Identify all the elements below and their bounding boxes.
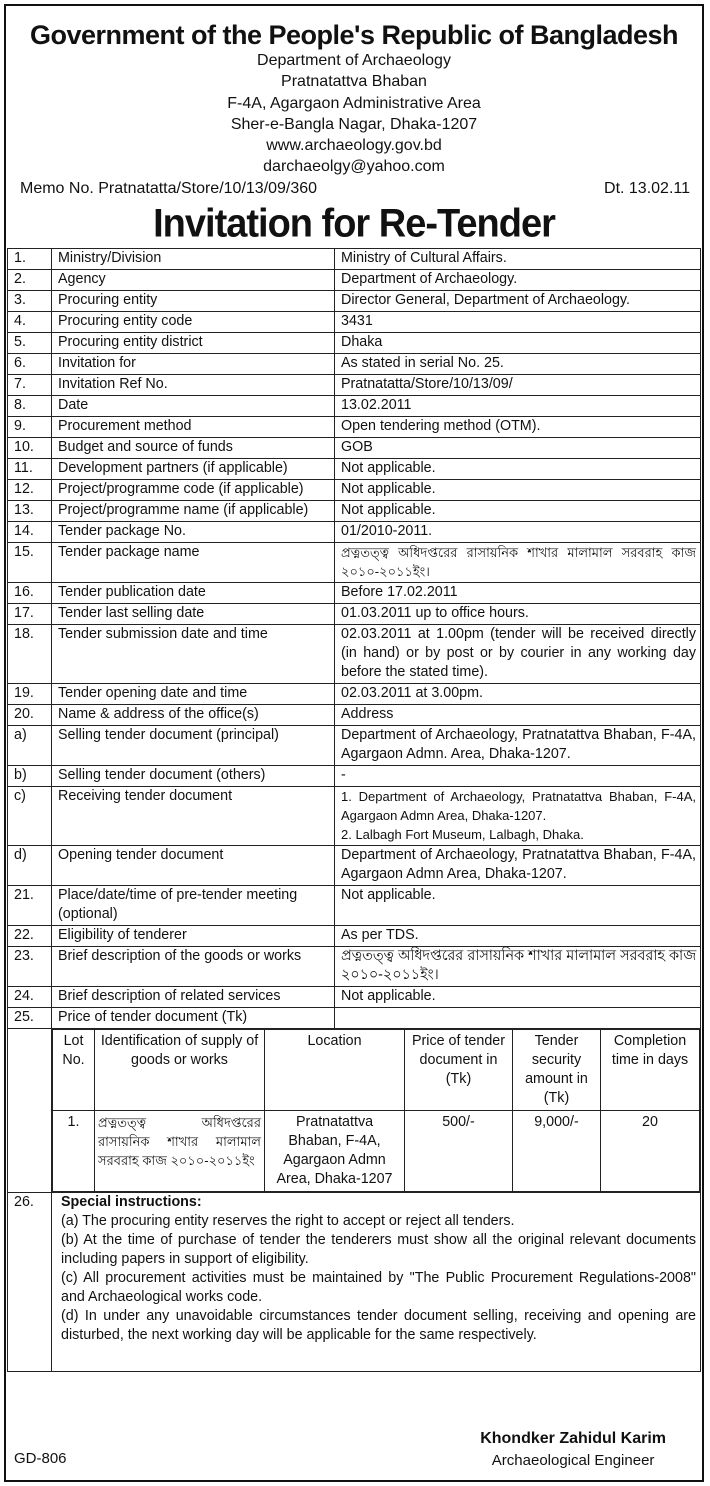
row-value bbox=[335, 845, 701, 885]
price-column-header: Lot No. bbox=[53, 1029, 95, 1110]
row-number: 24. bbox=[8, 986, 52, 1007]
row-number: 8. bbox=[8, 395, 52, 416]
row-label: Brief description of the goods or works bbox=[52, 946, 335, 986]
row-value-text: Dhaka bbox=[341, 333, 383, 350]
row-value bbox=[335, 725, 701, 765]
row-value-text: Not applicable. bbox=[341, 886, 436, 903]
row-value bbox=[335, 269, 701, 290]
special-instructions bbox=[52, 1192, 701, 1371]
table-row bbox=[8, 624, 701, 683]
row-number: 26. bbox=[8, 1192, 52, 1371]
row-label: Project/programme name (if applicable) bbox=[52, 500, 335, 521]
row-value-text-2: 2. Lalbagh Fort Museum, Lalbagh, Dhaka. bbox=[341, 826, 584, 842]
row-number: 6. bbox=[8, 353, 52, 374]
row-number: c) bbox=[8, 786, 52, 845]
price-column-header: Identification of supply of goods or works bbox=[95, 1029, 265, 1110]
tender-table bbox=[7, 248, 701, 1372]
row-value bbox=[335, 521, 701, 542]
row-value bbox=[335, 885, 701, 925]
row-label: Date bbox=[52, 395, 335, 416]
table-row bbox=[8, 603, 701, 624]
price-table-row bbox=[8, 1028, 701, 1192]
address-line-2: Sher-e-Bangla Nagar, Dhaka-1207 bbox=[230, 115, 478, 133]
special-title: Special instructions: bbox=[61, 1193, 202, 1210]
row-number: 4. bbox=[8, 311, 52, 332]
table-row bbox=[8, 479, 701, 500]
row-label: Receiving tender document bbox=[52, 786, 335, 845]
row-number: 17. bbox=[8, 603, 52, 624]
row-number: 19. bbox=[8, 683, 52, 704]
table-row bbox=[8, 885, 701, 925]
row-value-text: Not applicable. bbox=[341, 480, 436, 497]
row-label: Eligibility of tenderer bbox=[52, 925, 335, 946]
row-value bbox=[335, 248, 701, 269]
memo-number: Memo No. Pratnatatta/Store/10/13/09/360 bbox=[20, 179, 318, 197]
price-column-header: Location bbox=[265, 1029, 405, 1110]
row-value-text: Address bbox=[341, 705, 394, 722]
table-row bbox=[8, 521, 701, 542]
row-value-text: 3431 bbox=[341, 312, 373, 329]
row-label: Budget and source of funds bbox=[52, 437, 335, 458]
row-number: 11. bbox=[8, 458, 52, 479]
price-cell: 20 bbox=[601, 1110, 700, 1191]
table-row bbox=[8, 353, 701, 374]
row-label: Selling tender document (principal) bbox=[52, 725, 335, 765]
memo-row bbox=[6, 179, 702, 199]
row-label: Procuring entity code bbox=[52, 311, 335, 332]
row-value-text: Department of Archaeology. bbox=[341, 270, 518, 287]
row-label: Tender publication date bbox=[52, 582, 335, 603]
row-number: 16. bbox=[8, 582, 52, 603]
price-column-header: Completion time in days bbox=[601, 1029, 700, 1110]
table-row bbox=[8, 290, 701, 311]
row-value-text: Not applicable. bbox=[341, 459, 436, 476]
table-row bbox=[8, 500, 701, 521]
signatory-name: Khondker Zahidul Karim bbox=[480, 1430, 666, 1447]
building-name: Pratnatattva Bhaban bbox=[281, 73, 427, 91]
table-row bbox=[8, 542, 701, 582]
row-value bbox=[335, 603, 701, 624]
row-label: Selling tender document (others) bbox=[52, 765, 335, 786]
table-row bbox=[8, 786, 701, 845]
government-title: Government of the People's Republic of Bangladesh bbox=[29, 20, 679, 50]
row-number: 18. bbox=[8, 624, 52, 683]
row-number: 22. bbox=[8, 925, 52, 946]
row-number: 15. bbox=[8, 542, 52, 582]
table-row bbox=[8, 986, 701, 1007]
signatory-role: Archaeological Engineer bbox=[491, 1452, 655, 1469]
price-table-cell bbox=[52, 1028, 701, 1192]
row-number: d) bbox=[8, 845, 52, 885]
price-cell: 500/- bbox=[405, 1110, 513, 1191]
row-label: Name & address of the office(s) bbox=[52, 704, 335, 725]
table-row bbox=[8, 374, 701, 395]
row-number: a) bbox=[8, 725, 52, 765]
row-value-text: 1. Department of Archaeology, Pratnatattva Bhaban, F-4A, Agargaon Admn Area, Dhaka-1207. bbox=[341, 788, 696, 823]
row-value bbox=[335, 765, 701, 786]
row-label: Development partners (if applicable) bbox=[52, 458, 335, 479]
table-row bbox=[8, 269, 701, 290]
tender-notice bbox=[4, 4, 704, 1482]
row-value bbox=[335, 458, 701, 479]
row-number: 3. bbox=[8, 290, 52, 311]
row-label: Price of tender document (Tk) bbox=[52, 1007, 335, 1028]
special-item: (a) The procuring entity reserves the right to accept or reject all tenders. bbox=[61, 1212, 515, 1229]
row-number: 23. bbox=[8, 946, 52, 986]
table-row bbox=[8, 395, 701, 416]
row-label: Tender last selling date bbox=[52, 603, 335, 624]
row-label: Invitation for bbox=[52, 353, 335, 374]
row-value bbox=[335, 542, 701, 582]
row-label: Invitation Ref No. bbox=[52, 374, 335, 395]
table-row bbox=[8, 946, 701, 986]
row-number: 9. bbox=[8, 416, 52, 437]
table-row bbox=[8, 725, 701, 765]
row-value bbox=[335, 395, 701, 416]
row-value-text: As stated in serial No. 25. bbox=[341, 354, 504, 371]
table-row bbox=[8, 704, 701, 725]
row-label: Project/programme code (if applicable) bbox=[52, 479, 335, 500]
row-value-text: 13.02.2011 bbox=[341, 396, 412, 413]
row-label: Ministry/Division bbox=[52, 248, 335, 269]
row-label: Agency bbox=[52, 269, 335, 290]
row-value bbox=[335, 704, 701, 725]
page-title: Invitation for Re-Tender bbox=[153, 201, 555, 246]
row-number: 25. bbox=[8, 1007, 52, 1028]
row-value-text: Not applicable. bbox=[341, 501, 436, 518]
price-cell: 1. bbox=[53, 1110, 95, 1191]
table-row bbox=[8, 437, 701, 458]
special-row bbox=[8, 1192, 701, 1371]
table-row bbox=[8, 845, 701, 885]
price-cell: Pratnatattva Bhaban, F-4A, Agargaon Admn Area, Dhaka-1207 bbox=[265, 1110, 405, 1191]
row-value bbox=[335, 946, 701, 986]
row-number: 20. bbox=[8, 704, 52, 725]
table-row bbox=[8, 765, 701, 786]
row-label: Tender opening date and time bbox=[52, 683, 335, 704]
row-number: 5. bbox=[8, 332, 52, 353]
price-table bbox=[52, 1029, 700, 1192]
special-item: (d) In under any unavoidable circumstances tender document selling, receiving and opening are disturbed, the next working day will be applicable for the same respectively. bbox=[61, 1307, 696, 1343]
row-value bbox=[335, 582, 701, 603]
table-row bbox=[8, 332, 701, 353]
row-value bbox=[335, 416, 701, 437]
row-number: 14. bbox=[8, 521, 52, 542]
price-column-header: Tender security amount in (Tk) bbox=[513, 1029, 601, 1110]
row-label: Brief description of related services bbox=[52, 986, 335, 1007]
table-row bbox=[8, 416, 701, 437]
row-value bbox=[335, 290, 701, 311]
row-value-text: Department of Archaeology, Pratnatattva Bhaban, F-4A, Agargaon Admn. Area, Dhaka-1207. bbox=[341, 726, 696, 762]
row-value-text: Not applicable. bbox=[341, 987, 436, 1004]
row-value bbox=[335, 624, 701, 683]
row-value-text: Before 17.02.2011 bbox=[341, 583, 458, 600]
row-value-text: GOB bbox=[341, 438, 373, 455]
address-line-1: F-4A, Agargaon Administrative Area bbox=[227, 94, 481, 112]
table-row bbox=[8, 248, 701, 269]
price-column-header: Price of tender document in (Tk) bbox=[405, 1029, 513, 1110]
table-row bbox=[8, 311, 701, 332]
row-number: 1. bbox=[8, 248, 52, 269]
row-label: Tender package No. bbox=[52, 521, 335, 542]
row-value bbox=[335, 374, 701, 395]
special-item: (c) All procurement activities must be maintained by "The Public Procurement Regulations-2008" and Archaeological works code. bbox=[61, 1269, 696, 1305]
row-value-text: Open tendering method (OTM). bbox=[341, 417, 541, 434]
row-label: Place/date/time of pre-tender meeting (optional) bbox=[52, 885, 335, 925]
row-value bbox=[335, 986, 701, 1007]
row-number: 2. bbox=[8, 269, 52, 290]
row-value-text: 01.03.2011 up to office hours. bbox=[341, 604, 529, 621]
email: darchaeolgy@yahoo.com bbox=[263, 158, 445, 176]
row-value bbox=[335, 1007, 701, 1028]
row-value bbox=[335, 437, 701, 458]
special-item: (b) At the time of purchase of tender the tenderers must show all the original relevant documents including papers in support of eligibility. bbox=[61, 1231, 696, 1267]
table-row bbox=[8, 582, 701, 603]
row-label: Tender package name bbox=[52, 542, 335, 582]
row-label: Tender submission date and time bbox=[52, 624, 335, 683]
row-value-text: Ministry of Cultural Affairs. bbox=[341, 249, 507, 266]
row-value bbox=[335, 786, 701, 845]
table-row bbox=[8, 683, 701, 704]
row-value-text: 02.03.2011 at 3.00pm. bbox=[341, 684, 484, 701]
row-value bbox=[335, 479, 701, 500]
row-label: Procuring entity district bbox=[52, 332, 335, 353]
row-number: b) bbox=[8, 765, 52, 786]
row-value bbox=[335, 925, 701, 946]
row-label: Procurement method bbox=[52, 416, 335, 437]
row-number: 12. bbox=[8, 479, 52, 500]
website: www.archaeology.gov.bd bbox=[266, 137, 442, 155]
row-label: Procuring entity bbox=[52, 290, 335, 311]
table-row bbox=[8, 458, 701, 479]
row-value-text: As per TDS. bbox=[341, 926, 419, 943]
row-value-text: 02.03.2011 at 1.00pm (tender will be received directly (in hand) or by post or by courier in any working day before the stated time). bbox=[341, 625, 696, 680]
row-value bbox=[335, 332, 701, 353]
row-value bbox=[335, 683, 701, 704]
row-value-text: 01/2010-2011. bbox=[341, 522, 433, 539]
price-table-data bbox=[53, 1110, 700, 1191]
row-number: 21. bbox=[8, 885, 52, 925]
department-name: Department of Archaeology bbox=[257, 52, 451, 69]
row-number: 13. bbox=[8, 500, 52, 521]
footer-code: GD-806 bbox=[14, 1450, 67, 1467]
row-value bbox=[335, 500, 701, 521]
row-value-text: - bbox=[341, 766, 346, 783]
row-value-text: Director General, Department of Archaeology. bbox=[341, 291, 630, 308]
signature-block bbox=[480, 1428, 666, 1472]
row-number: 10. bbox=[8, 437, 52, 458]
row-value-text: প্রত্নতত্ত্ব অধিদপ্তরের রাসায়নিক শাখার মালামাল সরবরাহ কাজ ২০১০-২০১১ইং। bbox=[341, 947, 696, 983]
row-value bbox=[335, 353, 701, 374]
price-header-row bbox=[8, 1007, 701, 1028]
row-value bbox=[335, 311, 701, 332]
table-row bbox=[8, 925, 701, 946]
memo-date: Dt. 13.02.11 bbox=[604, 179, 690, 197]
row-number-empty bbox=[8, 1028, 52, 1192]
price-cell: প্রত্নতত্ত্ব অধিদপ্তরের রাসায়নিক শাখার মালামাল সরবরাহ কাজ ২০১০-২০১১ইং bbox=[95, 1110, 265, 1191]
row-label: Opening tender document bbox=[52, 845, 335, 885]
row-value-text: Department of Archaeology, Pratnatattva Bhaban, F-4A, Agargaon Admn Area, Dhaka-1207. bbox=[341, 846, 696, 882]
price-cell: 9,000/- bbox=[513, 1110, 601, 1191]
row-value-text: প্রত্নতত্ত্ব অধিদপ্তরের রাসায়নিক শাখার মালামাল সরবরাহ কাজ ২০১০-২০১১ইং। bbox=[341, 544, 696, 579]
row-value-text: Pratnatatta/Store/10/13/09/ bbox=[341, 375, 513, 392]
price-table-header bbox=[53, 1029, 700, 1110]
row-number: 7. bbox=[8, 374, 52, 395]
header bbox=[6, 20, 702, 178]
